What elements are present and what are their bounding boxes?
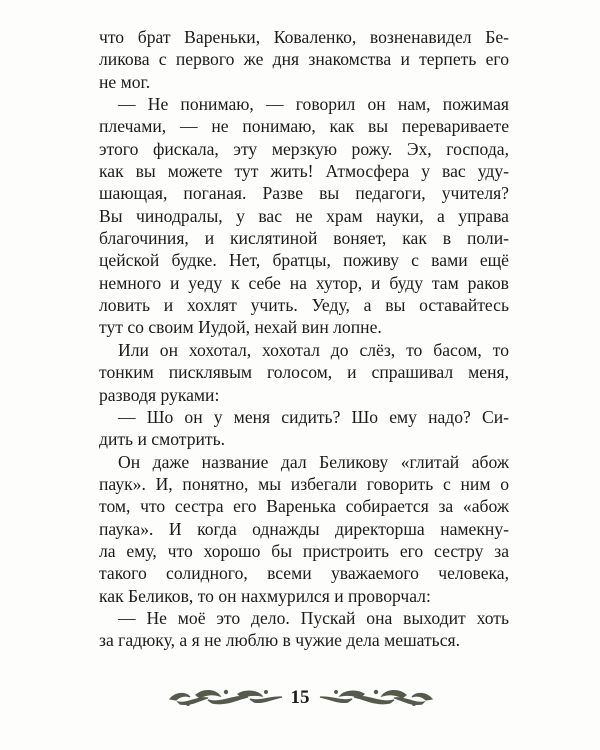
ornament-left-icon xyxy=(168,686,284,708)
text-line: как Беликов, то он нахмурился и проворчал: xyxy=(99,585,431,606)
ornament-right-icon xyxy=(318,686,434,708)
text-line: этого фискала, эту мерзкую рожу. Эх, господа, xyxy=(99,138,509,159)
text-line: тонким писклявым голосом, и спрашивал меня, xyxy=(99,362,509,383)
text-line: не мог. xyxy=(99,71,151,92)
text-line: такого солидного, всеми уважаемого человека, xyxy=(99,563,509,584)
text-line: паука». И когда однажды директорша намекну- xyxy=(99,518,509,539)
text-line: плечами, — не понимаю, как вы перевариваете xyxy=(99,116,509,137)
page-footer xyxy=(0,686,600,722)
text-line: — Не моё это дело. Пускай она выходит хоть xyxy=(118,607,509,628)
text-line: за гадюку, а я не люблю в чужие дела мешаться. xyxy=(99,630,460,651)
text-line: ла ему, что хорошо бы пристроить его сестру за xyxy=(99,540,509,561)
text-line: ликова с первого же дня знакомства и терпеть его xyxy=(99,49,509,70)
text-line: шающая, поганая. Разве вы педагоги, учителя? xyxy=(99,183,509,204)
page-number: 15 xyxy=(290,687,310,708)
text-line: Или он хохотал, хохотал до слёз, то басом, то xyxy=(118,339,509,360)
text-line: Он даже название дал Беликову «глитай абож xyxy=(118,451,509,472)
text-line: как вы можете тут жить! Атмосфера у вас уду- xyxy=(99,161,509,182)
text-line: цейской будке. Нет, братцы, поживу с вами ещё xyxy=(99,250,509,271)
text-line: — Шо он у меня сидить? Шо ему надо? Си- xyxy=(118,406,509,427)
text-line: разводя руками: xyxy=(99,384,220,405)
text-line: том, что сестра его Варенька собирается за «абож xyxy=(99,496,509,517)
text-line: — Не понимаю, — говорил он нам, пожимая xyxy=(118,94,509,115)
text-line: паук». И, понятно, мы избегали говорить с ним о xyxy=(99,473,509,494)
text-line: тут со своим Иудой, нехай вин лопне. xyxy=(99,317,382,338)
text-line: дить и смотрить. xyxy=(99,429,226,450)
text-line: что брат Вареньки, Коваленко, возненавидел Бе- xyxy=(99,27,509,47)
text-line: благочиния, и кислятиной воняет, как в поли- xyxy=(99,228,509,249)
text-line: ловить и хохлят учить. Уеду, а вы оставайтесь xyxy=(99,295,509,316)
text-line: Вы чинодралы, у вас не храм науки, а управа xyxy=(99,205,509,226)
page-text xyxy=(99,26,509,652)
text-line: немного и уеду к себе на хутор, и буду там раков xyxy=(99,272,509,293)
